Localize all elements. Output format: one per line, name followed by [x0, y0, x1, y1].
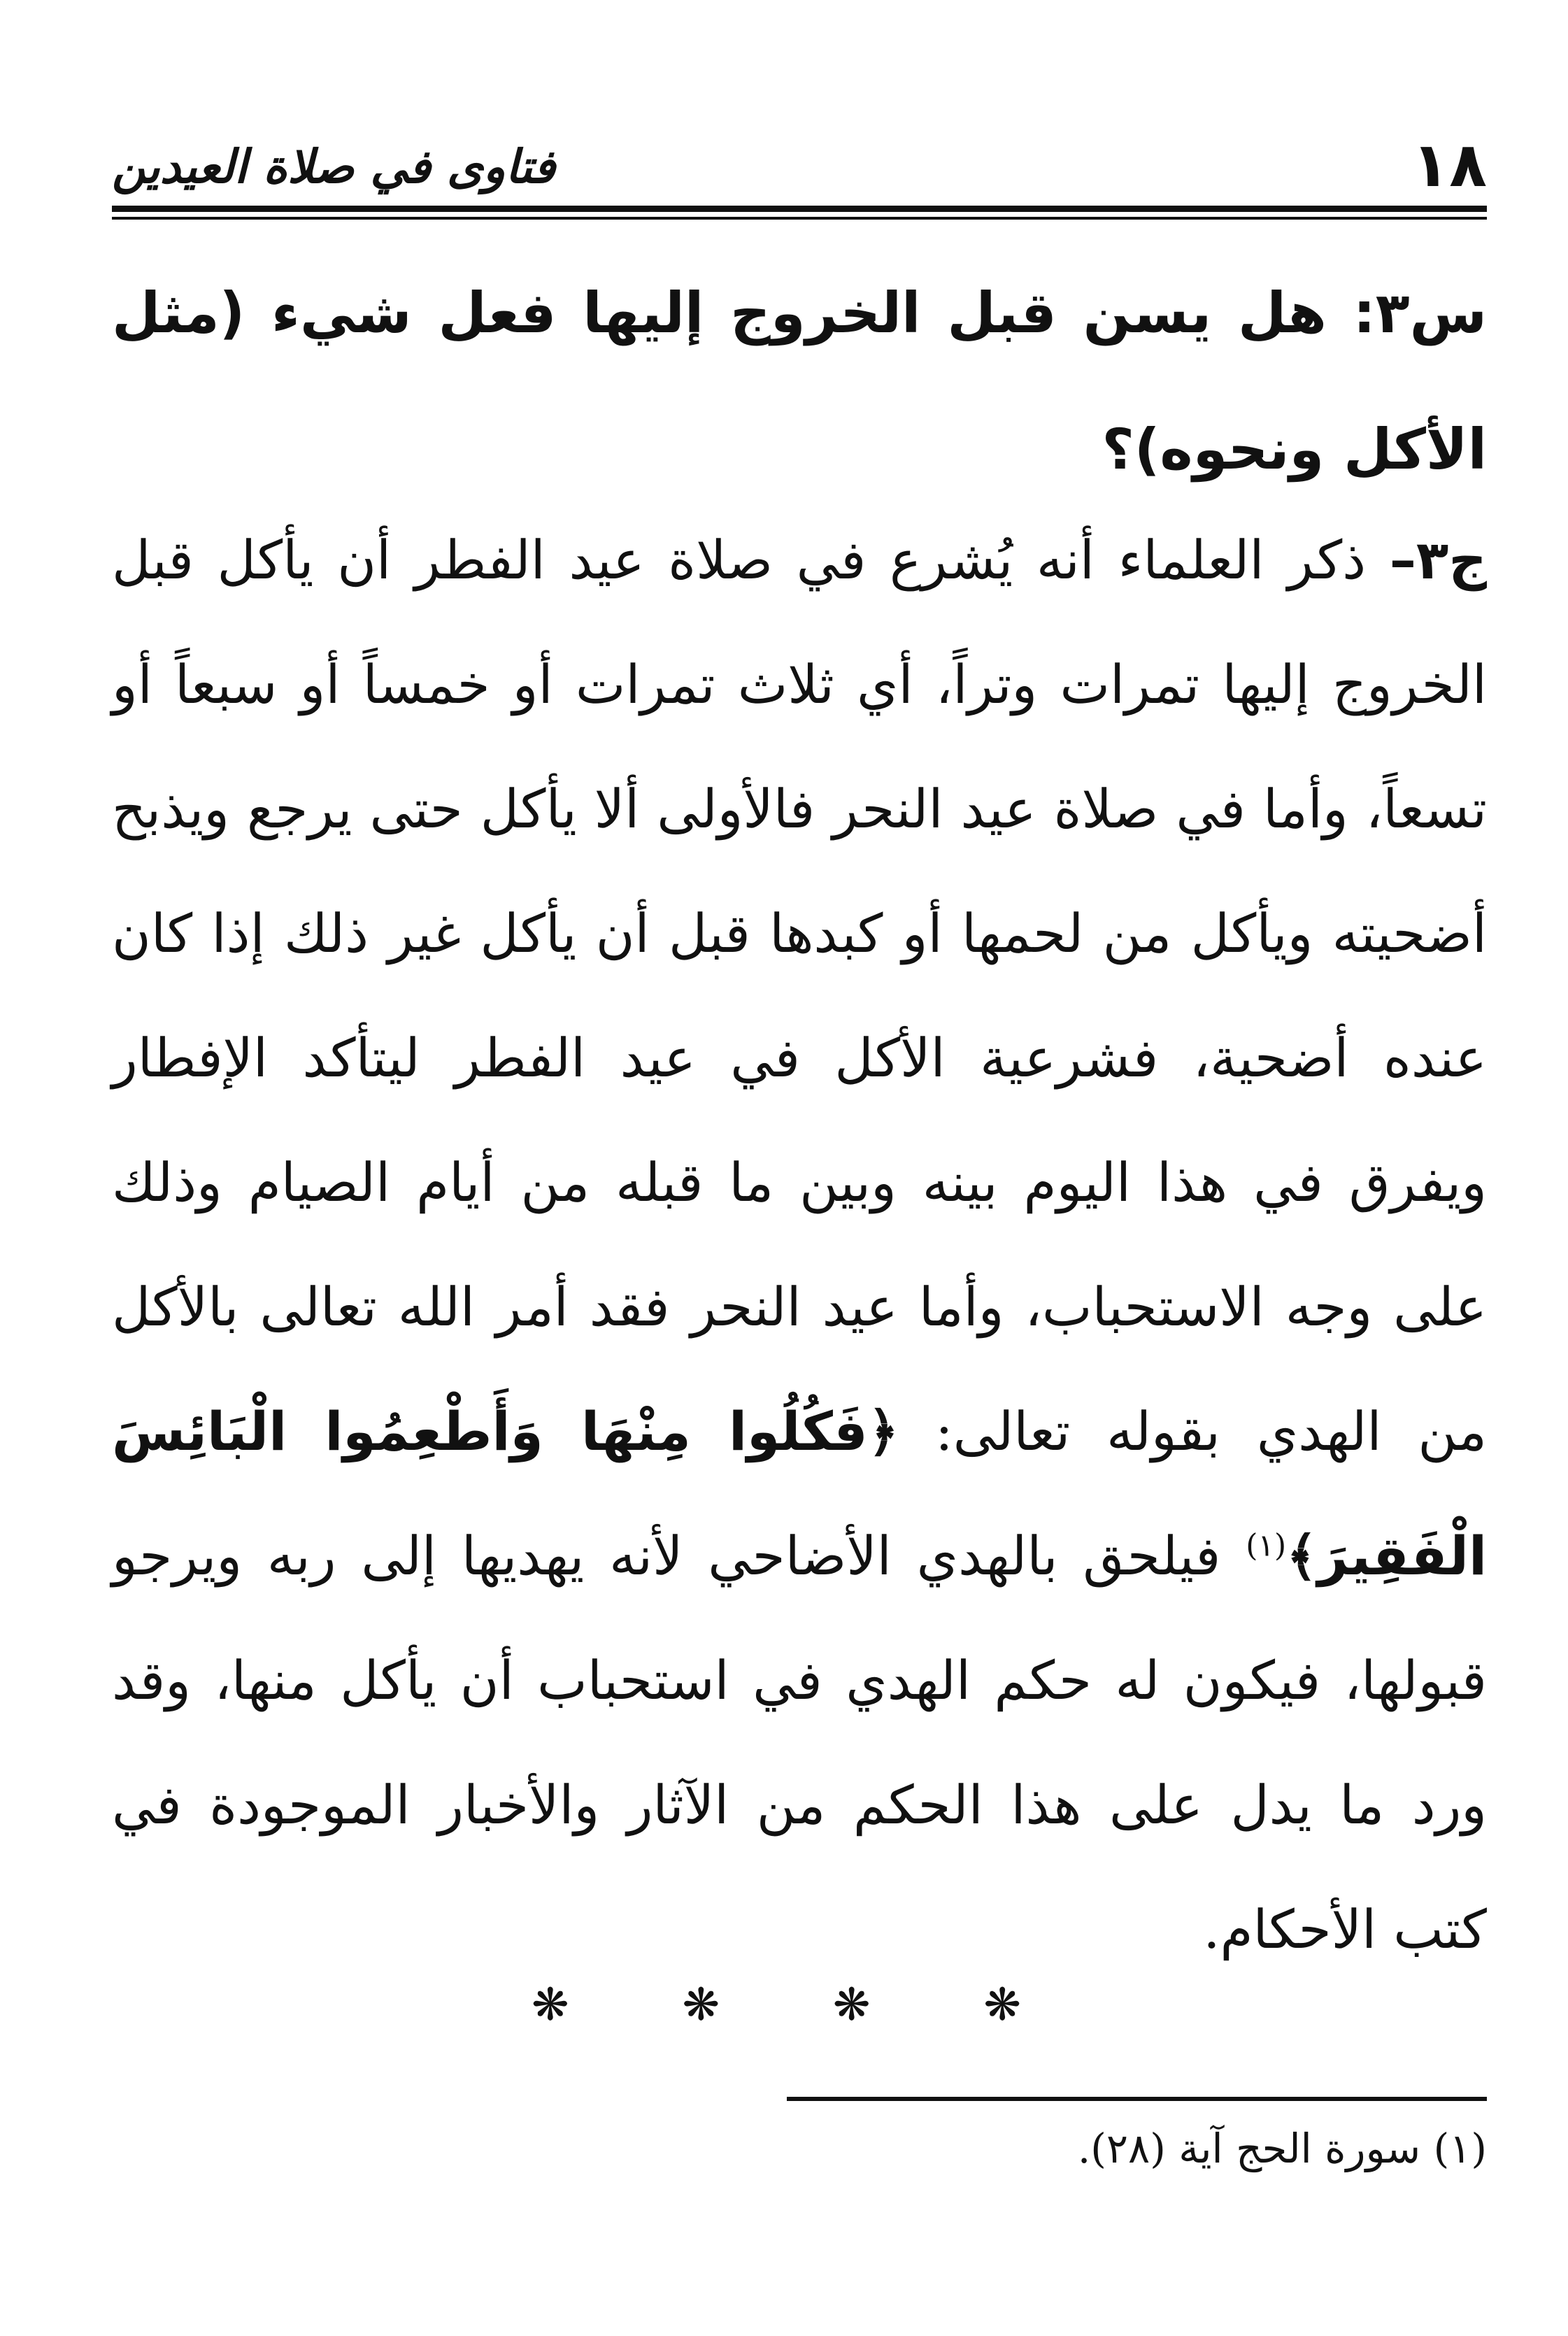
separator-star-icon: ❋: [832, 1979, 871, 2031]
header-rule-thin: [112, 217, 1487, 220]
header-rule-thick: [112, 206, 1487, 212]
header-rule: [112, 206, 1487, 227]
quran-verse: ﴿فَكُلُوا مِنْهَا وَأَطْعِمُوا الْبَائِسَ الْفَقِيرَ﴾: [112, 1400, 1487, 1587]
section-separator: [532, 1979, 1021, 2031]
separator-star-icon: ❋: [983, 1979, 1021, 2031]
answer-label: ج٣–: [1389, 529, 1487, 591]
footnote-rule: [787, 2097, 1487, 2101]
footnote: (١) سورة الحج آية (٢٨).: [1077, 2125, 1487, 2172]
running-header: [112, 105, 1487, 201]
footnote-reference[interactable]: (١): [1246, 1527, 1287, 1564]
answer-paragraph: [112, 498, 1487, 1992]
answer-text-before-verse: ذكر العلماء أنه يُشرع في صلاة عيد الفطر أن يأكل قبل الخروج إليها تمرات وتراً، أي ثلاث تمرات أو خمساً أو سبعاً أو تسعاً، وأما في صلاة عيد النحر فالأولى ألا يأكل حتى يرجع ويذبح أضحيته ويأكل من لحمها أو كبدها قبل أن يأكل غير ذلك إذا كان عنده أضحية، فشرعية الأكل في عيد الفطر ليتأكد الإفطار ويفرق في هذا اليوم بينه وبين ما قبله من أيام الصيام وذلك على وجه الاستحباب، وأما عيد النحر فقد أمر الله تعالى بالأكل من الهدي بقوله تعالى:: [112, 529, 1487, 1462]
book-title: فتاوى في صلاة العيدين: [112, 140, 556, 194]
answer-text-after-verse: فيلحق بالهدي الأضاحي لأنه يهديها إلى ربه ويرجو قبولها، فيكون له حكم الهدي في استحباب أن يأكل منها، وقد ورد ما يدل على هذا الحكم من الآثار والأخبار الموجودة في كتب الأحكام.: [112, 1525, 1487, 1960]
separator-star-icon: ❋: [682, 1979, 720, 2031]
question-text: س٣: هل يسن قبل الخروج إليها فعل شيء (مثل الأكل ونحوه)؟: [112, 280, 1487, 482]
page-number: ١٨: [1411, 129, 1487, 201]
separator-star-icon: ❋: [532, 1979, 569, 2031]
